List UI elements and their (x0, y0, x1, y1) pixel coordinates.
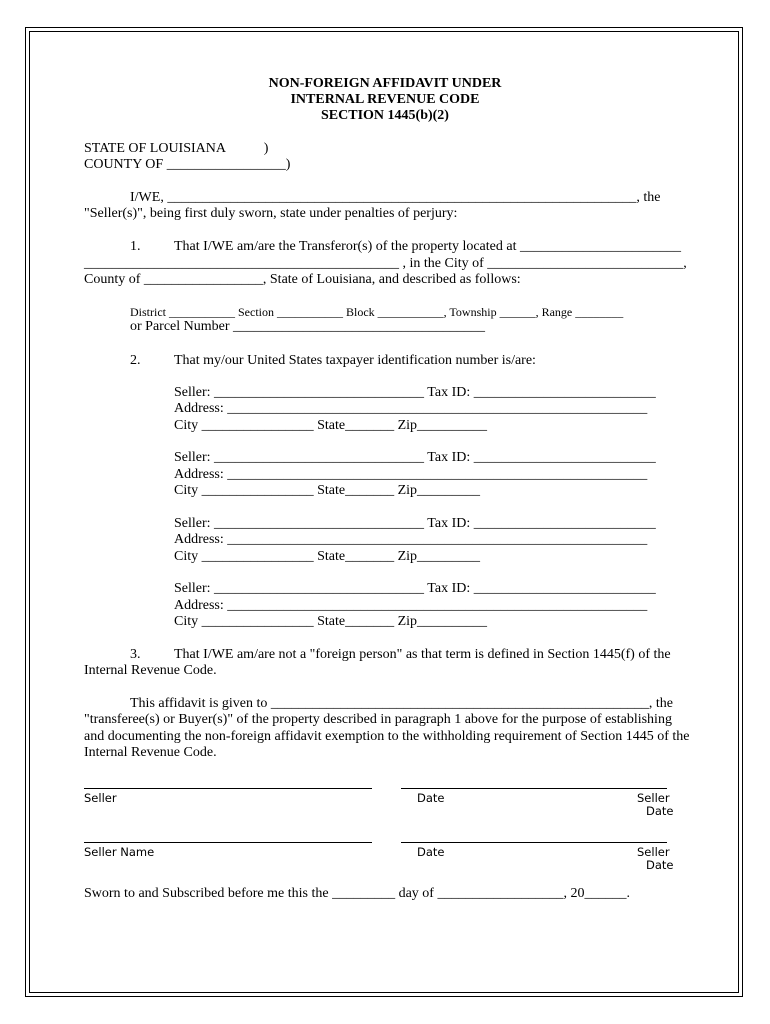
seller-3-line: Seller: ______________________________ Tax ID: __________________________ (174, 516, 656, 531)
seller-right-label: Seller (637, 791, 670, 805)
para3-line-2: Internal Revenue Code. (84, 663, 217, 678)
seller-3-address: Address: ____________________________________________________________ (174, 532, 648, 547)
seller-4-address: Address: ____________________________________________________________ (174, 598, 648, 613)
seller-4-city: City ________________ State_______ Zip__________ (174, 614, 488, 629)
seller-2-city: City ________________ State_______ Zip_________ (174, 483, 481, 498)
date-signature-line (401, 788, 667, 789)
affidavit-line-1: This affidavit is given to ______________________________________________________, the (130, 696, 673, 711)
date-right-label: Date (646, 804, 674, 818)
seller-1-city: City ________________ State_______ Zip__________ (174, 418, 488, 433)
seller-1-address: Address: ____________________________________________________________ (174, 401, 648, 416)
county-line: COUNTY OF _________________) (84, 157, 291, 172)
sworn-line: Sworn to and Subscribed before me this the _________ day of __________________, 20______. (84, 886, 630, 901)
seller-3-city: City ________________ State_______ Zip_________ (174, 549, 481, 564)
affidavit-line-3: and documenting the non-foreign affidavit exemption to the withholding requirement of Section 1445 of the (84, 729, 690, 744)
para3-number: 3. (130, 647, 141, 662)
para2-text: That my/our United States taxpayer identification number is/are: (174, 353, 536, 368)
seller-2-line: Seller: ______________________________ Tax ID: __________________________ (174, 450, 656, 465)
para1-line-1: That I/WE am/are the Transferor(s) of the property located at _______________________ (174, 239, 681, 254)
seller-right-label-2: Seller (637, 845, 670, 859)
seller-name-line (84, 842, 372, 843)
district-line: District ___________ Section ___________ Block ___________, Township ______, Range ________ (130, 305, 624, 319)
seller-name-label: Seller Name (84, 845, 155, 859)
date-name-line (401, 842, 667, 843)
para2-number: 2. (130, 353, 141, 368)
parcel-number-line: or Parcel Number ____________________________________ (130, 319, 486, 334)
title-line-2: INTERNAL REVENUE CODE (290, 92, 480, 107)
para1-number: 1. (130, 239, 141, 254)
title-line-3: SECTION 1445(b)(2) (321, 108, 449, 123)
seller-4-line: Seller: ______________________________ Tax ID: __________________________ (174, 581, 656, 596)
affidavit-line-4: Internal Revenue Code. (84, 745, 217, 760)
para1-line-3: County of _________________, State of Louisiana, and described as follows: (84, 272, 521, 287)
seller-2-address: Address: ____________________________________________________________ (174, 467, 648, 482)
seller-1-line: Seller: ______________________________ Tax ID: __________________________ (174, 385, 656, 400)
intro-line-1: I/WE, ___________________________________________________________________, the (130, 190, 661, 205)
title-line-1: NON-FOREIGN AFFIDAVIT UNDER (268, 76, 502, 91)
para1-line-2: _____________________________________________ , in the City of ____________________________, (84, 256, 687, 271)
date-right-label-2: Date (646, 858, 674, 872)
affidavit-line-2: "transferee(s) or Buyer(s)" of the property described in paragraph 1 above for the purpose of establishing (84, 712, 672, 727)
seller-signature-label: Seller (84, 791, 117, 805)
intro-line-2: "Seller(s)", being first duly sworn, state under penalties of perjury: (84, 206, 458, 221)
para3-line-1: That I/WE am/are not a "foreign person" as that term is defined in Section 1445(f) of the (174, 647, 671, 662)
date-label: Date (417, 791, 445, 805)
date-label-2: Date (417, 845, 445, 859)
state-line: STATE OF LOUISIANA ) (84, 141, 269, 156)
seller-signature-line (84, 788, 372, 789)
